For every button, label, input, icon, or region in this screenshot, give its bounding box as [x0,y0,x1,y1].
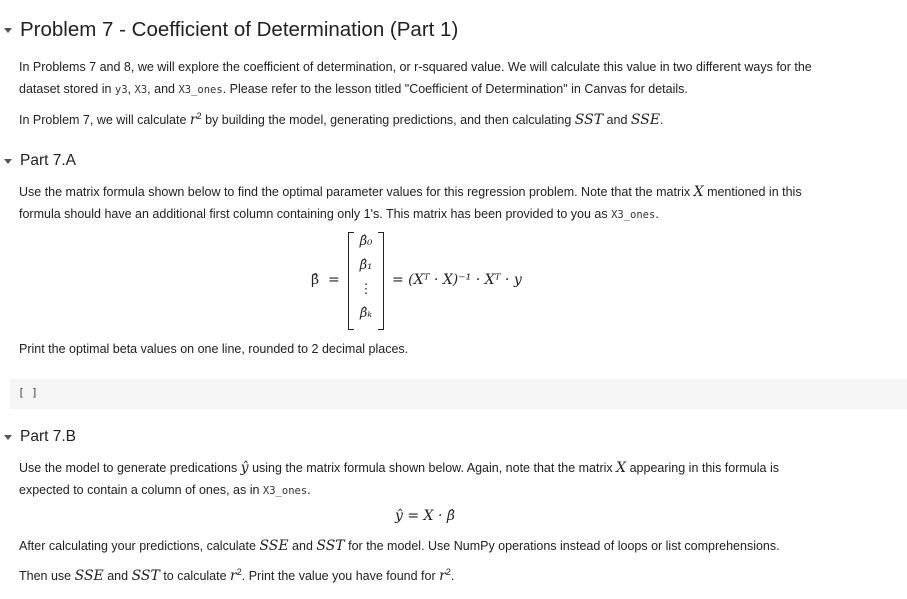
problem-7-header[interactable] [0,18,458,42]
math-SST: SST [316,538,345,554]
part-b-text-span: After calculating your predictions, calculate [19,539,260,553]
math-SSE: SSE [74,568,104,585]
part-b-text-span: Then use [19,569,75,584]
part-7a-header[interactable] [0,152,76,170]
part-b-line-4 [19,561,889,587]
math-SST: SST [131,568,160,585]
math-X: X [693,184,704,200]
part-b-text-span: expected to contain a column of ones, as in [19,483,263,497]
part-b-text-2 [19,535,889,587]
math-SSE: SSE [630,112,661,129]
cell-prompt[interactable]: [ ] [18,386,38,399]
intro-text: by building the model, generating predictions, and then calculating [201,113,575,128]
code-X3-ones: X3_ones [611,209,656,221]
beta-vector [348,232,384,330]
intro-sep: , [127,82,135,96]
part-a-line-1 [19,181,889,203]
beta-formula-rhs: = (Xᵀ · X)⁻¹ · Xᵀ · y [392,272,522,288]
intro-line-3 [19,105,889,131]
part-b-text-span: and [103,569,132,584]
beta-1: β̂₁ [359,258,373,273]
part-b-text-span: . [450,569,455,584]
intro-line-1: In Problems 7 and 8, we will explore the coefficient of determination, or r-squared value. We will calculate this value in two different ways for the [19,60,812,74]
part-b-line-2 [19,479,889,502]
code-X3: X3 [134,84,148,96]
math-yhat: ŷ [240,460,249,476]
beta-K: β̂ₖ [359,306,373,321]
part-b-text-span: . Print the value you have found for [241,569,440,584]
collapse-caret-icon[interactable] [4,28,12,33]
beta-hat-lhs: β̂ [311,272,320,288]
intro-line-2 [19,78,889,101]
intro-text: and [603,113,631,128]
part-b-text-span: for the model. Use NumPy operations instead of loops or list comprehensions. [344,539,780,553]
collapse-caret-icon[interactable] [4,159,12,164]
part-b-line-1 [19,457,889,479]
intro-text: dataset stored in [19,82,115,96]
part-b-text-span: and [288,539,317,553]
lhs-equals: = [328,272,340,288]
code-X3-ones: X3_ones [262,485,308,497]
math-SSE: SSE [259,538,289,554]
collapse-caret-icon[interactable] [4,435,12,440]
part-b-text-span: . [307,483,311,497]
part-b-text-span: using the matrix formula shown below. Again, note that the matrix [248,461,617,475]
problem-title: Problem 7 - Coefficient of Determination (Part 1) [20,18,459,41]
code-y3: y3 [114,84,128,96]
math-sup: 2 [445,567,451,577]
vdots: ⋮ [359,282,373,297]
math-r: r [189,112,197,129]
intro-text: . [660,113,664,128]
part-b-text [19,457,889,502]
part-a-text-span: formula should have an additional first column containing only 1's. This matrix has been provided to you as [19,207,612,221]
part-b-title: Part 7.B [20,428,76,445]
part-7b-header[interactable] [0,428,76,446]
intro-text: In Problem 7, we will calculate [19,113,190,128]
part-a-title: Part 7.A [20,152,76,169]
part-a-text-span: mentioned in this [703,185,802,199]
part-a-text-span: Use the matrix formula shown below to find the optimal parameter values for this regression problem. Note that the matrix [19,185,691,199]
code-X3-ones: X3_ones [178,84,223,96]
part-a-line-2 [19,203,889,226]
intro-text: . Please refer to the lesson titled "Coefficient of Determination" in Canvas for details. [222,82,688,96]
math-r: r [439,568,446,585]
part-a-text-span: . [655,207,659,221]
part-a-text [19,181,889,226]
intro-sep: , and [147,82,179,96]
part-b-text-span: to calculate [159,569,231,584]
math-r: r [230,568,237,585]
math-sup: 2 [196,111,202,121]
math-SST: SST [574,112,604,129]
math-sup: 2 [236,567,242,577]
code-cell[interactable] [10,379,907,409]
print-instruction: Print the optimal beta values on one line, rounded to 2 decimal places. [19,342,409,356]
prediction-formula: ŷ = X · β̂ [395,508,455,524]
beta-0: β̂₀ [359,234,373,249]
math-X: X [616,460,627,476]
problem-intro [19,56,889,131]
part-b-text-span: appearing in this formula is [626,461,779,475]
part-b-text-span: Use the model to generate predications [19,461,241,475]
part-b-line-3 [19,535,889,557]
